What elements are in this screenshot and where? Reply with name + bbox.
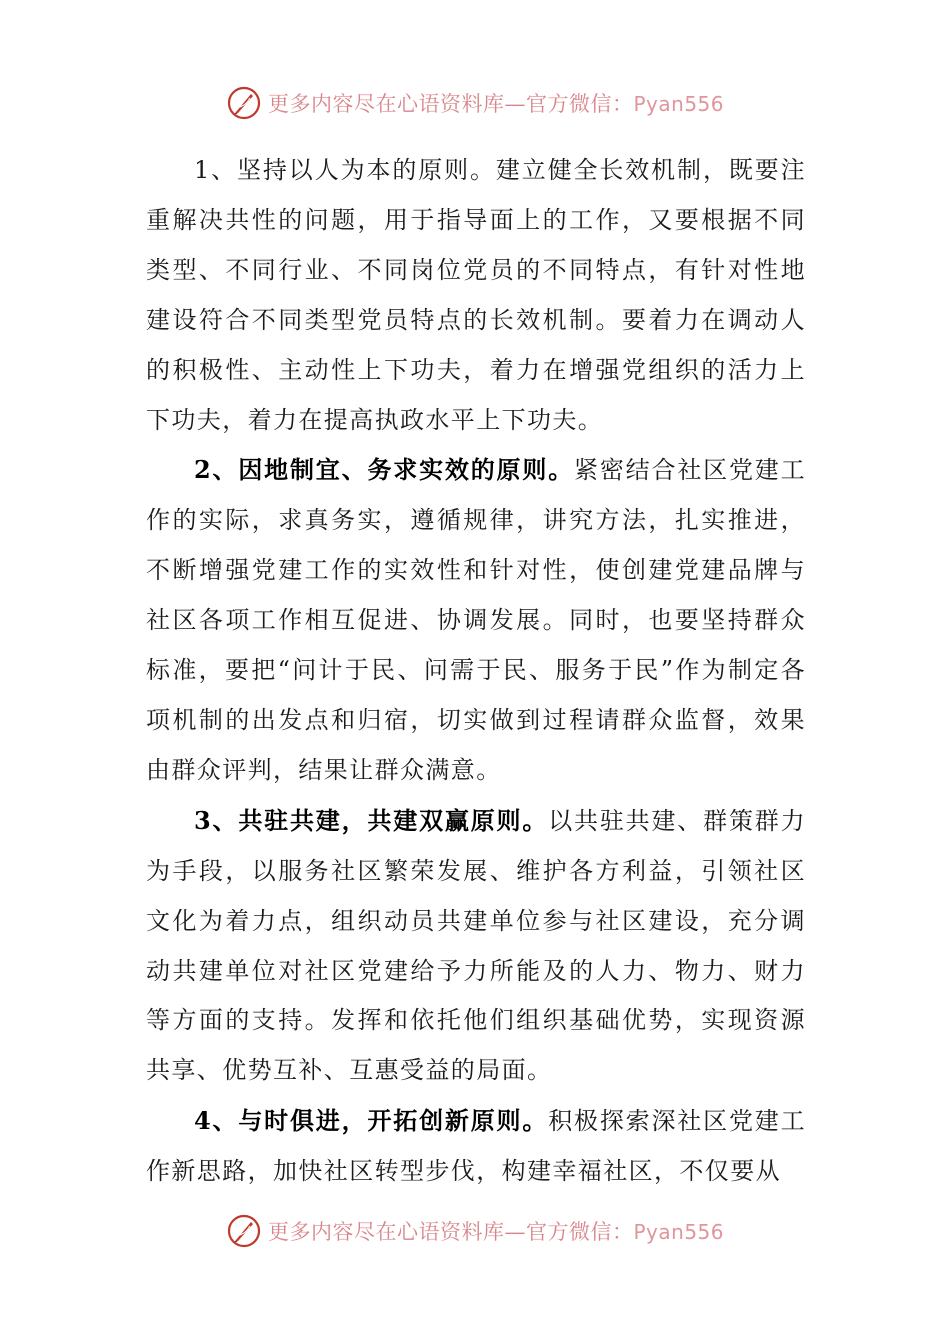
- watermark-text: 更多内容尽在心语资料库—官方微信：Pyan556: [267, 1220, 724, 1244]
- footer-watermark: [0, 1208, 950, 1254]
- quill-logo-icon: [226, 1213, 262, 1249]
- header-watermark: [0, 80, 950, 126]
- paragraph-2: 2、因地制宜、务求实效的原则。紧密结合社区党建工作的实际，求真务实，遵循规律，讲究方法，扎实推进，不断增强党建工作的实效性和针对性，使创建党建品牌与社区各项工作相互促进、协调发展。同时，也要坚持群众标准，要把“问计于民、问需于民、服务于民”作为制定各项机制的出发点和归宿，切实做到过程请群众监督，效果由群众评判，结果让群众满意。: [146, 455, 807, 784]
- quill-logo-icon: [226, 85, 262, 121]
- paragraph-3: 3、共驻共建，共建双赢原则。以共驻共建、群策群力为手段，以服务社区繁荣发展、维护各方利益，引领社区文化为着力点，组织动员共建单位参与社区建设，充分调动共建单位对社区党建给予力所能及的人力、物力、财力等方面的支持。发挥和依托他们组织基础优势，实现资源共享、优势互补、互惠受益的局面。: [146, 805, 806, 1085]
- watermark-text: 更多内容尽在心语资料库—官方微信：Pyan556: [267, 92, 724, 116]
- paragraph-4: 4、与时俱进，开拓创新原则。积极探索深社区党建工作新思路，加快社区转型步伐，构建幸福社区，不仅要从: [146, 1106, 806, 1186]
- document-body: [146, 145, 806, 1197]
- paragraph-1: 1、坚持以人为本的原则。建立健全长效机制，既要注重解决共性的问题，用于指导面上的工作，又要根据不同类型、不同行业、不同岗位党员的不同特点，有针对性地建设符合不同类型党员特点的长效机制。要着力在调动人的积极性、主动性上下功夫，着力在增强党组织的活力上下功夫，着力在提高执政水平上下功夫。: [146, 156, 806, 434]
